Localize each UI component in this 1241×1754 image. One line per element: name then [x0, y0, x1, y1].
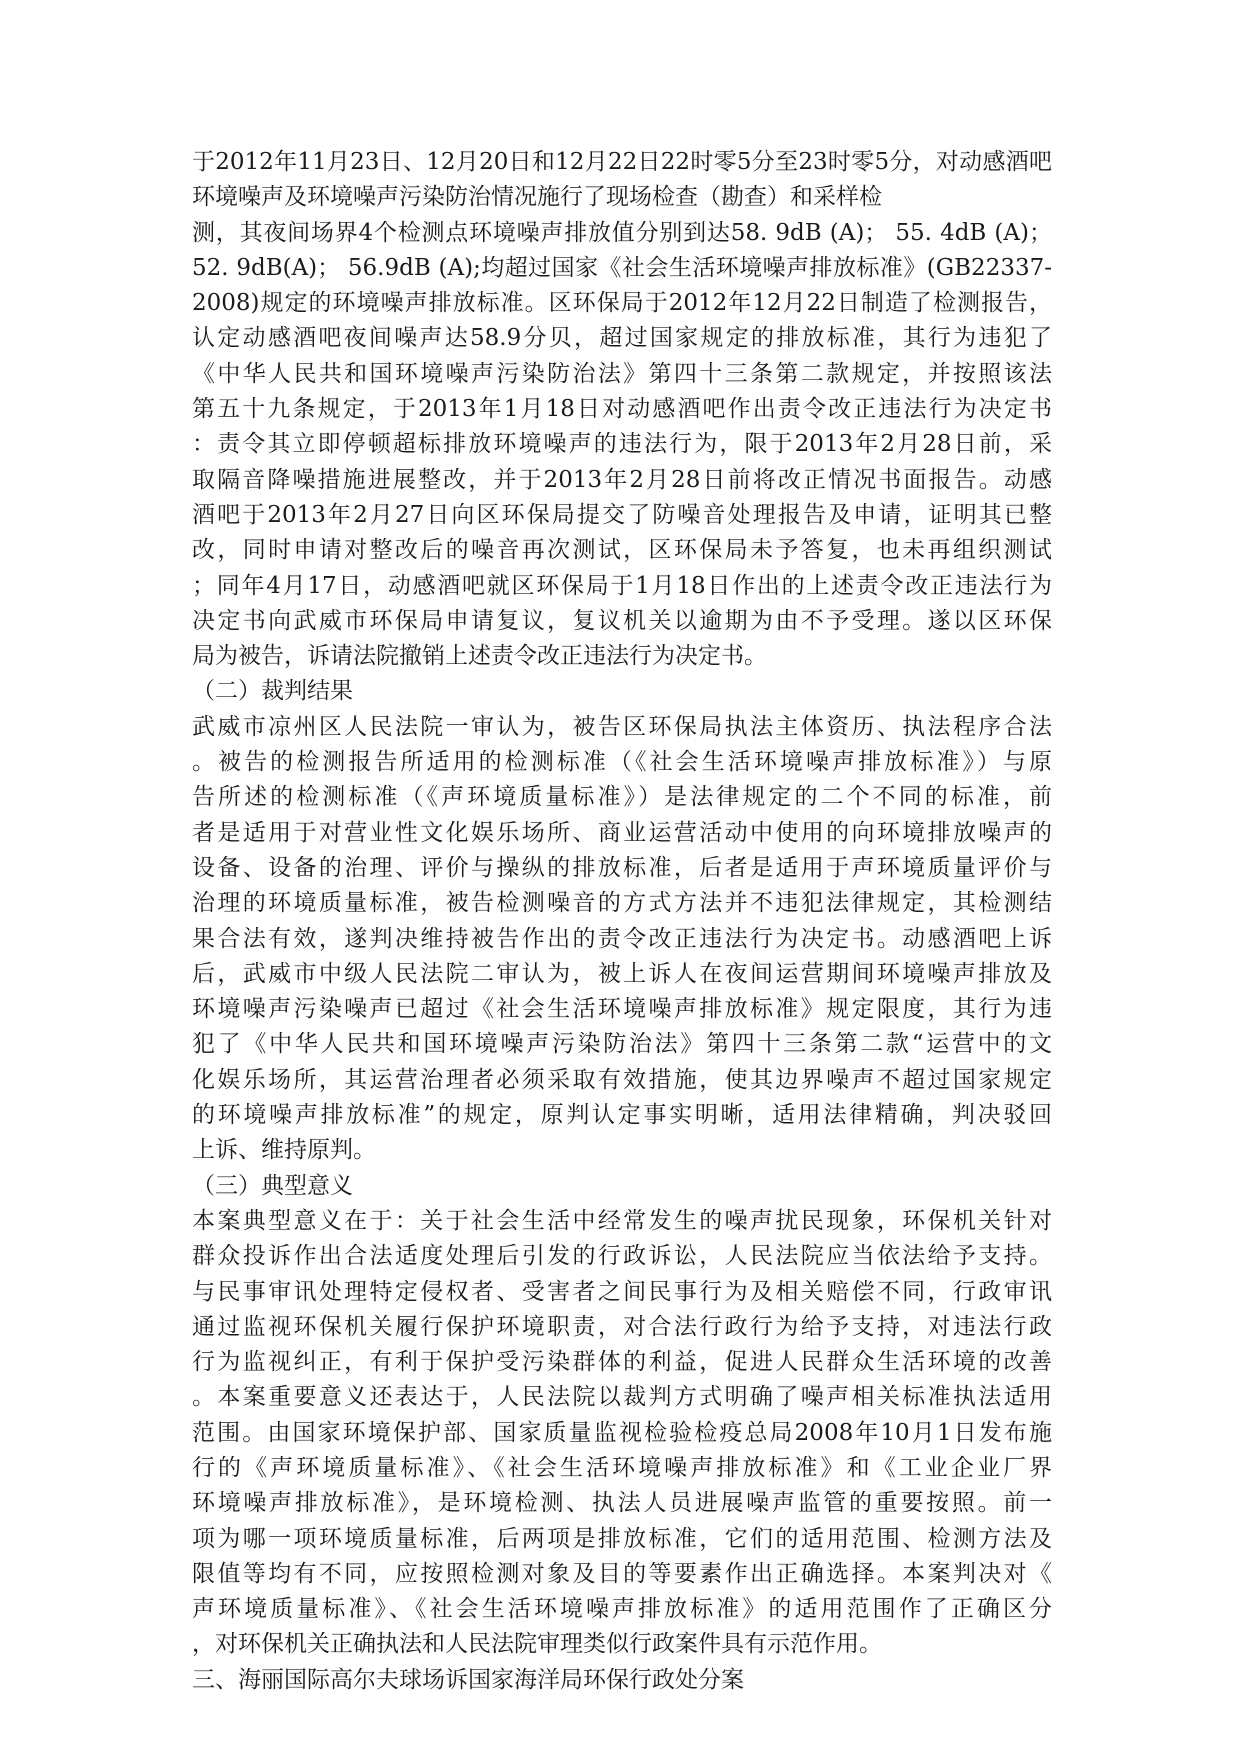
text-line: 局为被告，诉请法院撤销上述责令改正违法行为决定书。 — [192, 643, 767, 670]
text-line: 认定动感酒吧夜间噪声达58.9分贝，超过国家规定的排放标准，其行为违犯了 — [192, 325, 1052, 352]
text-line: 限值等均有不同，应按照检测对象及目的等要素作出正确选择。本案判决对《 — [192, 1560, 1052, 1587]
section-heading: （三）典型意义 — [192, 1172, 353, 1199]
text-line: 治理的环境质量标准，被告检测噪音的方式方法并不违犯法律规定，其检测结 — [192, 890, 1052, 917]
text-line: 52. 9dB(A)； 56.9dB (A);均超过国家《社会生活环境噪声排放标准》(GB22337- — [192, 254, 1052, 281]
text-line: 告所述的检测标准（《声环境质量标准》）是法律规定的二个不同的标准，前 — [192, 784, 1052, 811]
text-line: 犯了《中华人民共和国环境噪声污染防治法》第四十三条第二款“运营中的文 — [192, 1031, 1052, 1058]
text-line: 。本案重要意义还表达于，人民法院以裁判方式明确了噪声相关标准执法适用 — [192, 1384, 1052, 1411]
text-line: 设备、设备的治理、评价与操纵的排放标准，后者是适用于声环境质量评价与 — [192, 854, 1052, 881]
text-line: 与民事审讯处理特定侵权者、受害者之间民事行为及相关赔偿不同，行政审讯 — [192, 1278, 1052, 1305]
text-line: 化娱乐场所，其运营治理者必须采取有效措施，使其边界噪声不超过国家规定 — [192, 1066, 1052, 1093]
text-line: 测，其夜间场界4个检测点环境噪声排放值分别到达58. 9dB (A)； 55. 4dB (A)； — [192, 219, 1052, 246]
text-line: 《中华人民共和国环境噪声污染防治法》第四十三条第二款规定，并按照该法 — [192, 360, 1052, 387]
text-line: 通过监视环保机关履行保护环境职责，对合法行政行为给予支持，对违法行政 — [192, 1313, 1052, 1340]
text-line: 者是适用于对营业性文化娱乐场所、商业运营活动中使用的向环境排放噪声的 — [192, 819, 1052, 846]
text-line: 决定书向武威市环保局申请复议，复议机关以逾期为由不予受理。遂以区环保 — [192, 607, 1052, 634]
section-heading: （二）裁判结果 — [192, 678, 353, 705]
text-line: ：责令其立即停顿超标排放环境噪声的违法行为，限于2013年2月28日前，采 — [192, 431, 1052, 458]
text-line: ，对环保机关正确执法和人民法院审理类似行政案件具有示范作用。 — [192, 1631, 882, 1658]
text-line: 环境噪声污染噪声已超过《社会生活环境噪声排放标准》规定限度，其行为违 — [192, 996, 1052, 1023]
section-heading: 三、海丽国际高尔夫球场诉国家海洋局环保行政处分案 — [192, 1666, 744, 1693]
document-body — [192, 145, 1052, 1698]
text-line: 果合法有效，遂判决维持被告作出的责令改正违法行为决定书。动感酒吧上诉 — [192, 925, 1052, 952]
text-line: 范围。由国家环境保护部、国家质量监视检验检疫总局2008年10月1日发布施 — [192, 1419, 1052, 1446]
text-line: 改，同时申请对整改后的噪音再次测试，区环保局未予答复，也未再组织测试 — [192, 537, 1052, 564]
text-line: 2008)规定的环境噪声排放标准。区环保局于2012年12月22日制造了检测报告， — [192, 290, 1052, 317]
text-line: 本案典型意义在于：关于社会生活中经常发生的噪声扰民现象，环保机关针对 — [192, 1207, 1052, 1234]
text-line: 。被告的检测报告所适用的检测标准（《社会生活环境噪声排放标准》）与原 — [192, 749, 1052, 776]
text-line: 后，武威市中级人民法院二审认为，被上诉人在夜间运营期间环境噪声排放及 — [192, 960, 1052, 987]
text-line: 第五十九条规定，于2013年1月18日对动感酒吧作出责令改正违法行为决定书 — [192, 396, 1052, 423]
text-line: ；同年4月17日，动感酒吧就区环保局于1月18日作出的上述责令改正违法行为 — [192, 572, 1052, 599]
text-line: 环境噪声排放标准》，是环境检测、执法人员进展噪声监管的重要按照。前一 — [192, 1490, 1052, 1517]
text-line: 酒吧于2013年2月27日向区环保局提交了防噪音处理报告及申请，证明其已整 — [192, 501, 1052, 528]
text-line: 武威市凉州区人民法院一审认为，被告区环保局执法主体资历、执法程序合法 — [192, 713, 1052, 740]
text-line: 上诉、维持原判。 — [192, 1137, 376, 1164]
text-line: 群众投诉作出合法适度处理后引发的行政诉讼，人民法院应当依法给予支持。 — [192, 1243, 1052, 1270]
text-line: 取隔音降噪措施进展整改，并于2013年2月28日前将改正情况书面报告。动感 — [192, 466, 1052, 493]
text-line: 项为哪一项环境质量标准，后两项是排放标准，它们的适用范围、检测方法及 — [192, 1525, 1052, 1552]
text-line: 行为监视纠正，有利于保护受污染群体的利益，促进人民群众生活环境的改善 — [192, 1349, 1052, 1376]
text-line: 环境噪声及环境噪声污染防治情况施行了现场检查（勘查）和采样检 — [192, 184, 882, 211]
text-line: 行的《声环境质量标准》、《社会生活环境噪声排放标准》和《工业企业厂界 — [192, 1454, 1052, 1481]
text-line: 声环境质量标准》、《社会生活环境噪声排放标准》的适用范围作了正确区分 — [192, 1596, 1052, 1623]
text-line: 于2012年11月23日、12月20日和12月22日22时零5分至23时零5分，对动感酒吧 — [192, 149, 1052, 175]
text-line: 的环境噪声排放标准”的规定，原判认定事实明晰，适用法律精确，判决驳回 — [192, 1102, 1052, 1129]
